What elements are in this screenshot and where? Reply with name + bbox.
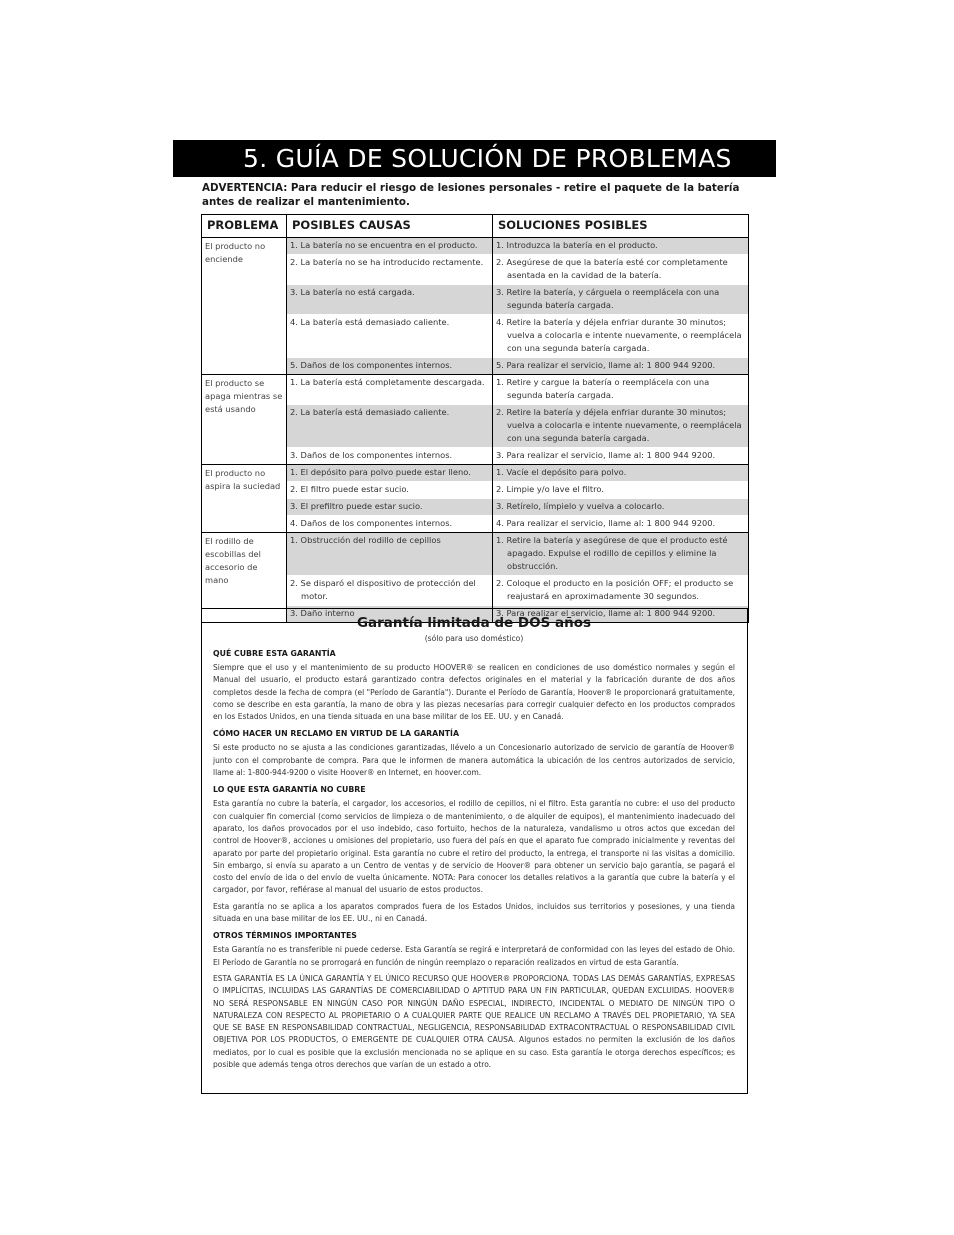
table-header-row bbox=[202, 215, 749, 238]
table-row bbox=[202, 465, 749, 533]
causes-cell bbox=[287, 238, 493, 375]
solution-text: 4. Para realizar el servicio, llame al: 1 800 944 9200. bbox=[496, 518, 716, 528]
cause-text: 1. La batería no se encuentra en el producto. bbox=[290, 240, 478, 250]
cause-text: 1. Obstrucción del rodillo de cepillos bbox=[290, 535, 441, 545]
cause-text: 5. Daños de los componentes internos. bbox=[290, 360, 453, 370]
problem-cell: El producto no aspira la suciedad bbox=[202, 465, 287, 533]
cause-item bbox=[287, 315, 492, 357]
solution-text: 2. Asegúrese de que la batería esté cor completamente asentada en la cavidad de la batería. bbox=[496, 257, 728, 280]
cause-item bbox=[287, 358, 492, 374]
cause-text: 2. El filtro puede estar sucio. bbox=[290, 484, 409, 494]
warranty-paragraph: Esta Garantía no es transferible ni puede cederse. Esta Garantía se regirá e interpretará de conformidad con las leyes del estado de Ohio. El Período de Garantía no se prorrogará en función de ningún reemplazo o reparación realizados en virtud de esta Garantía. bbox=[213, 945, 735, 967]
warranty-section-heading: LO QUE ESTA GARANTÍA NO CUBRE bbox=[213, 785, 366, 795]
warranty-paragraph: ESTA GARANTÍA ES LA ÚNICA GARANTÍA Y EL ÚNICO RECURSO QUE HOOVER® PROPORCIONA. TODAS LAS DEMÁS GARANTÍAS, EXPRESAS O IMPLÍCITAS, INCLUIDAS LAS GARANTÍAS DE COMERCIABILIDAD O APTITUD PARA UN FIN PARTICULAR, QUEDAN EXCLUIDAS. HOOVER® NO SERÁ RESPONSABLE EN NINGÚN CASO POR NINGÚN DAÑO ESPECIAL, INDIRECTO, INCIDENTAL O MEDIATO DE NINGÚN TIPO O NATURALEZA CON RESPECTO AL PROPIETARIO O A CUALQUIER PARTE QUE REALICE UN RECLAMO A TRAVÉS DEL PROPIETARIO, YA SEA QUE SE BASE EN RESPONSABILIDAD CONTRACTUAL, NEGLIGENCIA, RESPONSABILIDAD EXTRACONTRACTUAL O RESPONSABILIDAD CIVIL OBJETIVA POR LOS PRODUCTOS, O EMERGENTE DE CUALQUIER OTRA CAUSA. Algunos estados no permiten la exclusión de los daños mediatos, por lo cual es posible que la exclusión mencionada no se aplique en su caso. Esta garantía le otorga derechos específicos; es posible que además tenga otros derechos que varían de un estado a otro. bbox=[213, 973, 735, 1070]
cause-text: 1. La batería está completamente descargada. bbox=[290, 377, 485, 387]
cause-item bbox=[287, 405, 492, 447]
cause-text: 2. La batería no se ha introducido rectamente. bbox=[290, 257, 484, 267]
warning-lead: ADVERTENCIA: bbox=[202, 182, 288, 194]
cause-item bbox=[287, 465, 492, 481]
table-row bbox=[202, 238, 749, 375]
cause-text: 3. Daño interno bbox=[290, 608, 355, 618]
solution-item bbox=[493, 533, 748, 575]
solution-item bbox=[493, 285, 748, 314]
warranty-section-heading: QUÉ CUBRE ESTA GARANTÍA bbox=[213, 649, 336, 658]
warranty-title: Garantía limitada de DOS años bbox=[356, 615, 592, 631]
solution-item bbox=[493, 375, 748, 404]
warranty-section-heading: OTROS TÉRMINOS IMPORTANTES bbox=[213, 931, 357, 941]
cause-item bbox=[287, 375, 492, 404]
solution-item bbox=[493, 516, 748, 532]
cause-item bbox=[287, 499, 492, 515]
solutions-cell bbox=[493, 238, 749, 375]
causes-cell bbox=[287, 465, 493, 533]
solution-text: 1. Retire y cargue la batería o reemplácela con una segunda batería cargada. bbox=[496, 377, 710, 400]
warranty-paragraph: Siempre que el uso y el mantenimiento de su producto HOOVER® se realicen en condiciones de uso doméstico normales y según el Manual del usuario, el producto estará garantizado contra defectos originales en el material y la fabricación durante de dos años completos desde la fecha de compra (el "Período de Garantía"). Durante el Período de Garantía, Hoover® le proporcionará gratuitamente, como se describe en esta garantía, la mano de obra y las piezas necesarias para corregir cualquier defecto en los productos comprados en los Estados Unidos, en una tienda situada en una base militar de los EE. UU. y en Canadá. bbox=[213, 663, 735, 722]
solution-item bbox=[493, 405, 748, 447]
cause-text: 4. La batería está demasiado caliente. bbox=[290, 317, 450, 327]
solution-text: 3. Retírelo, límpielo y vuelva a colocarlo. bbox=[496, 501, 665, 511]
solution-text: 5. Para realizar el servicio, llame al: 1 800 944 9200. bbox=[496, 360, 716, 370]
solution-text: 1. Introduzca la batería en el producto. bbox=[496, 240, 658, 250]
solution-item bbox=[493, 482, 748, 498]
warning-notice bbox=[202, 181, 750, 209]
table-body bbox=[202, 238, 749, 623]
warning-text: Para reducir el riesgo de lesiones personales - retire el paquete de la batería antes de realizar el mantenimiento. bbox=[202, 182, 740, 208]
cause-text: 3. Daños de los componentes internos. bbox=[290, 450, 453, 460]
cause-item bbox=[287, 482, 492, 498]
solution-text: 1. Vacíe el depósito para polvo. bbox=[496, 467, 627, 477]
solution-text: 2. Limpie y/o lave el filtro. bbox=[496, 484, 604, 494]
solution-item bbox=[493, 576, 748, 605]
table-row bbox=[202, 375, 749, 465]
cause-text: 2. La batería está demasiado caliente. bbox=[290, 407, 450, 417]
solution-item bbox=[493, 255, 748, 284]
solutions-cell bbox=[493, 465, 749, 533]
solution-item bbox=[493, 315, 748, 357]
cause-text: 2. Se disparó el dispositivo de protección del motor. bbox=[290, 578, 476, 601]
cause-item bbox=[287, 516, 492, 532]
cause-text: 3. El prefiltro puede estar sucio. bbox=[290, 501, 423, 511]
solution-text: 3. Para realizar el servicio, llame al: 1 800 944 9200. bbox=[496, 608, 716, 618]
cause-text: 1. El depósito para polvo puede estar lleno. bbox=[290, 467, 471, 477]
solution-text: 3. Retire la batería, y cárguela o reemplácela con una segunda batería cargada. bbox=[496, 287, 720, 310]
cause-item bbox=[287, 285, 492, 314]
solution-text: 2. Retire la batería y déjela enfriar durante 30 minutos; vuelva a colocarla e intente nuevamente, o reemplácela con una segunda batería cargada. bbox=[496, 407, 742, 443]
problem-cell: El rodillo de escobillas del accesorio de mano bbox=[202, 533, 287, 623]
warranty-paragraph: Esta garantía no cubre la batería, el cargador, los accesorios, el rodillo de cepillos, ni el filtro. Esta garantía no cubre: el uso del producto con cualquier fin comercial (como servicios de limpieza o de mantenimiento, o de alquiler de equipos), el mantenimiento inadecuado del aparato, los daños provocados por el uso indebido, caso fortuito, hechos de la naturaleza, vandalismo u otros actos que excedan del control de Hoover®, acciones u omisiones del propietario, uso fuera del país en que el aparato fue comprado inicialmente y reventas del aparato por parte del propietario original. Esta garantía no cubre el retiro del producto, la entrega, el transporte ni las visitas a domicilio. Sin embargo, si envía su aparato a un Centro de ventas y de servicio de Hoover® para obtener un servicio bajo garantía, se pagará el costo del envío de ida o del envío de vuelta únicamente. NOTA: Para conocer los detalles relativos a la garantía que cubre la batería y el cargador, por favor, refiérase al manual del usuario de estos productos. bbox=[213, 799, 735, 895]
warranty-sections bbox=[213, 649, 735, 1071]
solution-text: 2. Coloque el producto en la posición OFF; el producto se reajustará en aproximadamente 30 segundos. bbox=[496, 578, 734, 601]
solution-item bbox=[493, 465, 748, 481]
warranty-subtitle: (sólo para uso doméstico) bbox=[424, 634, 524, 643]
warranty-box bbox=[201, 608, 748, 1094]
cause-item bbox=[287, 533, 492, 575]
cause-item bbox=[287, 255, 492, 284]
solution-item bbox=[493, 238, 748, 254]
cause-item bbox=[287, 576, 492, 605]
cause-text: 4. Daños de los componentes internos. bbox=[290, 518, 453, 528]
page-title: 5. GUÍA DE SOLUCIÓN DE PROBLEMAS bbox=[173, 140, 776, 177]
problem-cell: El producto se apaga mientras se está usando bbox=[202, 375, 287, 465]
solution-text: 3. Para realizar el servicio, llame al: 1 800 944 9200. bbox=[496, 450, 716, 460]
header-solutions: SOLUCIONES POSIBLES bbox=[493, 215, 749, 238]
warranty-paragraph: Esta garantía no se aplica a los aparatos comprados fuera de los Estados Unidos, incluidos sus territorios y posesiones, y una tienda situada en una base militar de los EE. UU., ni en Canadá. bbox=[213, 901, 735, 924]
solution-text: 1. Retire la batería y asegúrese de que el producto esté apagado. Expulse el rodillo de cepillos y elimine la obstrucción. bbox=[496, 535, 728, 571]
solution-text: 4. Retire la batería y déjela enfriar durante 30 minutos; vuelva a colocarla e intente nuevamente, o reemplácela con una segunda batería cargada. bbox=[496, 317, 742, 353]
cause-text: 3. La batería no está cargada. bbox=[290, 287, 415, 297]
solution-item bbox=[493, 499, 748, 515]
header-problem: PROBLEMA bbox=[202, 215, 287, 238]
causes-cell bbox=[287, 375, 493, 465]
header-causes: POSIBLES CAUSAS bbox=[287, 215, 493, 238]
solution-item bbox=[493, 358, 748, 374]
warranty-paragraph: Si este producto no se ajusta a las condiciones garantizadas, llévelo a un Concesionario autorizado de servicio de garantía de Hoover® junto con el comprobante de compra. Para que le informen de manera automática la ubicación de los centros autorizados de servicio, llame al: 1-800-944-9200 o visite Hoover® en Internet, en hoover.com. bbox=[213, 743, 735, 778]
cause-item bbox=[287, 448, 492, 464]
solution-item bbox=[493, 448, 748, 464]
problem-cell: El producto no enciende bbox=[202, 238, 287, 375]
cause-item bbox=[287, 238, 492, 254]
warranty-section-heading: CÓMO HACER UN RECLAMO EN VIRTUD DE LA GARANTÍA bbox=[213, 729, 459, 739]
troubleshooting-table bbox=[201, 214, 749, 623]
solutions-cell bbox=[493, 375, 749, 465]
